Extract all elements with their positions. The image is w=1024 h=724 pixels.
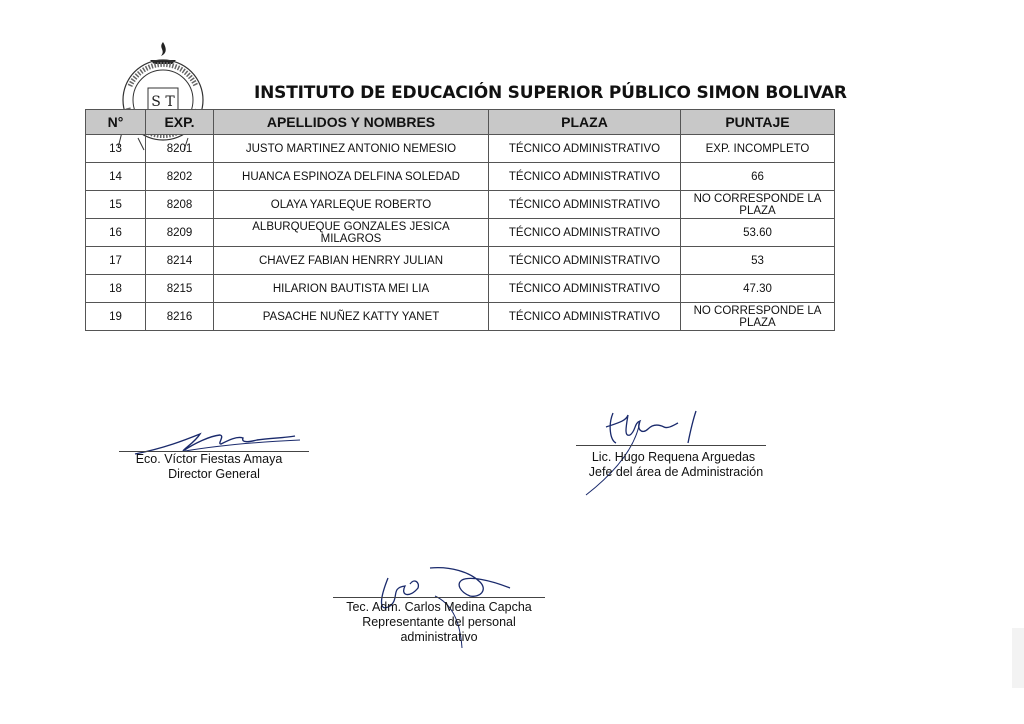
table-row (86, 275, 835, 303)
cell-exp: 8202 (146, 163, 214, 191)
cell-name: ALBURQUEQUE GONZALES JESICA MILAGROS (214, 219, 489, 247)
cell-number: 15 (86, 191, 146, 219)
director-role: Director General (168, 467, 260, 481)
representative-signature-line (333, 597, 545, 598)
cell-exp: 8214 (146, 247, 214, 275)
representative-role-line1: Representante del personal (362, 615, 516, 629)
cell-puntaje: 53 (681, 247, 835, 275)
institution-title: INSTITUTO DE EDUCACIÓN SUPERIOR PÚBLICO SIMON BOLIVAR (254, 83, 847, 103)
cell-plaza: TÉCNICO ADMINISTRATIVO (489, 247, 681, 275)
cell-plaza: TÉCNICO ADMINISTRATIVO (489, 303, 681, 331)
cell-plaza: TÉCNICO ADMINISTRATIVO (489, 191, 681, 219)
cell-number: 14 (86, 163, 146, 191)
cell-exp: 8201 (146, 135, 214, 163)
table-row (86, 247, 835, 275)
col-header-number: N° (86, 110, 146, 135)
cell-name: PASACHE NUÑEZ KATTY YANET (214, 303, 489, 331)
admin-name: Lic. Hugo Requena Arguedas (591, 450, 756, 464)
cell-plaza: TÉCNICO ADMINISTRATIVO (489, 163, 681, 191)
col-header-puntaje: PUNTAJE (681, 110, 835, 135)
svg-text:S T: S T (151, 94, 175, 110)
cell-plaza: TÉCNICO ADMINISTRATIVO (489, 275, 681, 303)
cell-number: 16 (86, 219, 146, 247)
results-table (85, 109, 835, 331)
cell-number: 18 (86, 275, 146, 303)
cell-plaza: TÉCNICO ADMINISTRATIVO (489, 219, 681, 247)
cell-exp: 8209 (146, 219, 214, 247)
director-name: Eco. Víctor Fiestas Amaya (135, 452, 283, 466)
cell-number: 19 (86, 303, 146, 331)
table-row (86, 191, 835, 219)
cell-exp: 8216 (146, 303, 214, 331)
cell-number: 13 (86, 135, 146, 163)
table-header-row (86, 110, 835, 135)
admin-role: Jefe del área de Administración (588, 465, 764, 479)
col-header-exp: EXP. (146, 110, 214, 135)
col-header-name: APELLIDOS Y NOMBRES (214, 110, 489, 135)
cell-name: HILARION BAUTISTA MEI LIA (214, 275, 489, 303)
cell-puntaje: NO CORRESPONDE LA PLAZA (681, 303, 835, 331)
cell-puntaje: 53.60 (681, 219, 835, 247)
page-edge-mark (1012, 628, 1024, 688)
table-row (86, 303, 835, 331)
cell-exp: 8215 (146, 275, 214, 303)
cell-number: 17 (86, 247, 146, 275)
cell-puntaje: 47.30 (681, 275, 835, 303)
cell-puntaje: EXP. INCOMPLETO (681, 135, 835, 163)
table-row (86, 163, 835, 191)
representative-role-line2: administrativo (400, 630, 478, 644)
cell-plaza: TÉCNICO ADMINISTRATIVO (489, 135, 681, 163)
col-header-plaza: PLAZA (489, 110, 681, 135)
cell-name: CHAVEZ FABIAN HENRRY JULIAN (214, 247, 489, 275)
cell-puntaje: 66 (681, 163, 835, 191)
representative-name: Tec. Adm. Carlos Medina Capcha (346, 600, 532, 614)
table-row (86, 135, 835, 163)
cell-name: HUANCA ESPINOZA DELFINA SOLEDAD (214, 163, 489, 191)
cell-name: JUSTO MARTINEZ ANTONIO NEMESIO (214, 135, 489, 163)
cell-exp: 8208 (146, 191, 214, 219)
table-row (86, 219, 835, 247)
cell-name: OLAYA YARLEQUE ROBERTO (214, 191, 489, 219)
cell-puntaje: NO CORRESPONDE LA PLAZA (681, 191, 835, 219)
admin-signature-line (576, 445, 766, 446)
